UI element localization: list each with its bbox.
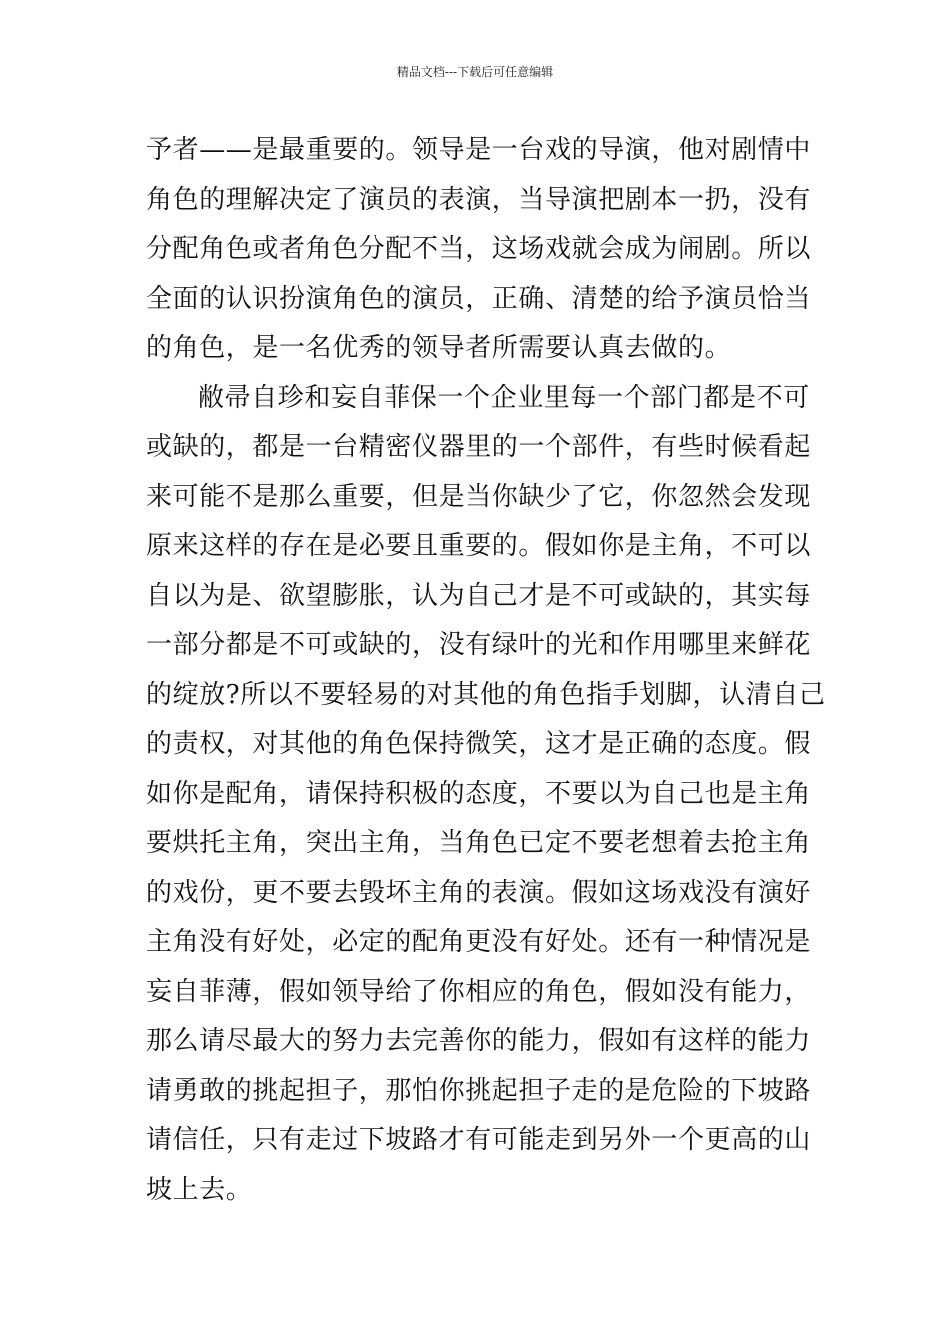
page-header: 精品文档---下载后可任意编辑 — [396, 65, 554, 79]
body-line: 的绽放?所以不要轻易的对其他的角色指手划脚，认清自己 — [146, 679, 826, 710]
body-line: 一部分都是不可或缺的，没有绿叶的光和作用哪里来鲜花 — [146, 630, 812, 660]
body-line: 那么请尽最大的努力去完善你的能力，假如有这样的能力 — [146, 1026, 812, 1056]
body-line: 坡上去。 — [146, 1174, 253, 1205]
body-line: 来可能不是那么重要，但是当你缺少了它，你忽然会发现 — [146, 481, 812, 512]
body-line: 的角色，是一名优秀的领导者所需要认真去做的。 — [146, 333, 732, 363]
body-line: 原来这样的存在是必要且重要的。假如你是主角，不可以 — [146, 531, 812, 561]
body-line: 角色的理解决定了演员的表演，当导演把剧本一扔，没有 — [146, 184, 812, 215]
body-line: 或缺的，都是一台精密仪器里的一个部件，有些时候看起 — [146, 432, 812, 462]
body-line: 敝帚自珍和妄自菲保一个企业里每一个部门都是不可 — [198, 382, 810, 413]
body-line: 妄自菲薄，假如领导给了你相应的角色，假如没有能力， — [146, 976, 812, 1007]
body-line: 要烘托主角，突出主角，当角色已定不要老想着去抢主角 — [146, 828, 812, 858]
body-line: 的责权，对其他的角色保持微笑，这才是正确的态度。假 — [146, 729, 812, 759]
document-body — [146, 126, 826, 1215]
body-line: 自以为是、欲望膨胀，认为自己才是不可或缺的，其实每 — [146, 580, 812, 611]
body-line: 请勇敢的挑起担子，那怕你挑起担子走的是危险的下坡路 — [146, 1075, 812, 1106]
body-line: 全面的认识扮演角色的演员，正确、清楚的给予演员恰当 — [146, 283, 812, 314]
body-line: 请信任，只有走过下坡路才有可能走到另外一个更高的山 — [146, 1125, 812, 1155]
body-line: 的戏份，更不要去毁坏主角的表演。假如这场戏没有演好 — [146, 877, 812, 908]
body-line: 予者——是最重要的。领导是一台戏的导演，他对剧情中 — [146, 135, 812, 165]
body-line: 分配角色或者角色分配不当，这场戏就会成为闹剧。所以 — [146, 234, 812, 264]
body-line: 如你是配角，请保持积极的态度，不要以为自己也是主角 — [146, 778, 812, 809]
body-line: 主角没有好处，必定的配角更没有好处。还有一种情况是 — [146, 927, 812, 957]
